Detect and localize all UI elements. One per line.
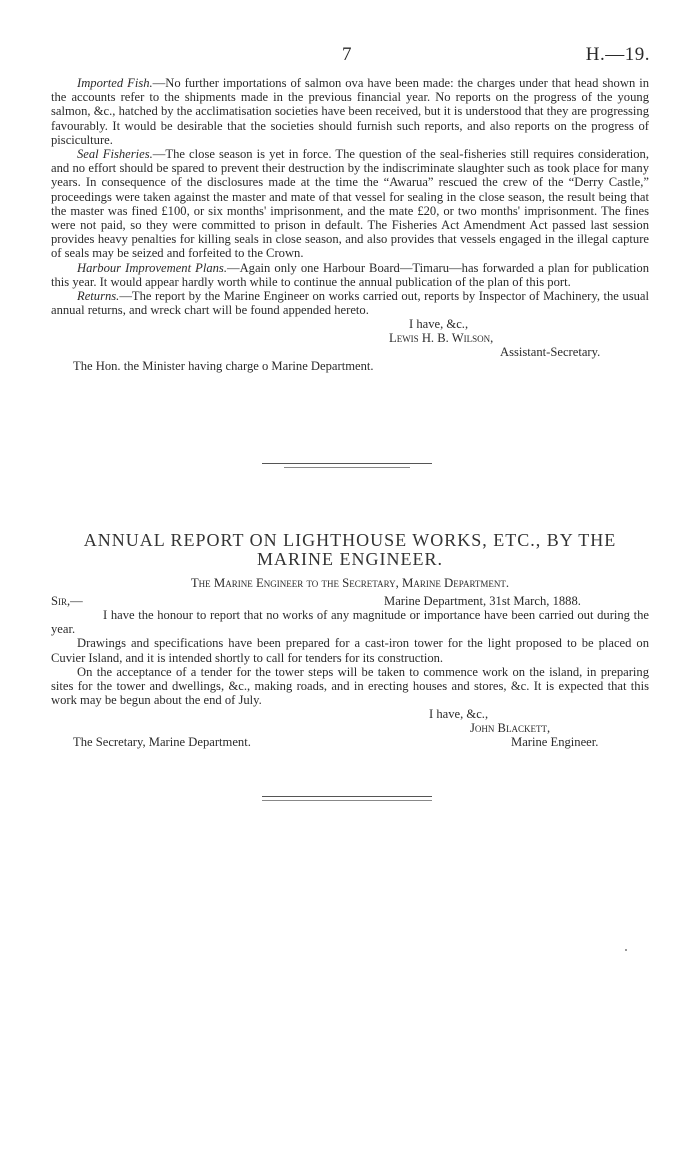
marine-engineer-report-section <box>51 594 649 750</box>
paragraph-seal-fisheries <box>51 147 649 261</box>
salutation: Sir,— <box>51 594 83 608</box>
paragraph-imported-fish <box>51 76 649 147</box>
text-harbour-plans: —Again only one Harbour Board—Timaru—has forwarded a plan for publication this year. It would appear hardly worth while to continue the annual publication of the plan of this port. <box>51 260 649 289</box>
text-imported-fish: —No further importations of salmon ova have been made: the charges under that head shown in the accounts refer to the shipments made in the previous financial year. No reports on the progress of the young salmon, &c., hatched by the acclimatisation societies have been received, but it is understood that they are progressing favourably. It would be desirable that the societies should furnish such reports, and also reports on the progress of pisciculture. <box>51 76 649 147</box>
signatory-1: Lewis H. B. Wilson, <box>389 331 494 346</box>
heading-imported-fish: Imported Fish. <box>77 76 153 90</box>
closing-2: I have, &c., <box>429 707 489 722</box>
addressee-2: The Secretary, Marine Department. <box>73 735 251 750</box>
secretary-report-section <box>51 76 649 374</box>
signatory-2: John Blackett, <box>470 721 551 736</box>
report-title-line-1: ANNUAL REPORT ON LIGHTHOUSE WORKS, ETC., BY THE <box>83 530 617 550</box>
engineer-paragraph-2: Drawings and specifications have been prepared for a cast-iron tower for the light proposed to be placed on Cuvier Island, and it is intended shortly to call for tenders for its construction. <box>51 636 649 665</box>
paragraph-harbour-plans <box>51 261 649 289</box>
heading-returns: Returns. <box>77 289 120 304</box>
place-date: Marine Department, 31st March, 1888. <box>384 594 581 608</box>
section-divider-1 <box>262 463 432 464</box>
text-seal-fisheries: —The close season is yet in force. The question of the seal-fisheries still requires consideration, and no effort should be spared to prevent their destruction by the indiscriminate slaughter such as took place for many years. In consequence of the disclosures made at the time the “Awarua” rescued the crew of the “Derry Castle,” proceedings were taken against the master and mate of that vessel for sealing in the close season, the result being that the master was fined £100, or six months' imprisonment, and the mate £20, or two months' imprisonment. The fines were not paid, so they were committed to prison in default. The Fisheries Act Amendment Act passed last session provides heavy penalties for killing seals in close season, and also provides that vessels engaged in the illegal capture of seals may be seized and forfeited to the Crown. <box>51 147 649 261</box>
report-title <box>0 531 700 569</box>
page-number: 7 <box>342 44 352 65</box>
heading-seal-fisheries: Seal Fisheries. <box>77 147 153 162</box>
print-speck <box>625 949 627 951</box>
signatory-title-2: Marine Engineer. <box>511 735 599 750</box>
engineer-paragraph-1: I have the honour to report that no works of any magnitude or importance have been carried out during the year. <box>51 608 649 637</box>
section-divider-1-thin <box>284 467 410 468</box>
letter-heading: The Marine Engineer to the Secretary, Marine Department. <box>190 576 510 590</box>
section-divider-2-thin <box>262 800 432 801</box>
signatory-title-1: Assistant-Secretary. <box>500 345 601 360</box>
text-returns: —The report by the Marine Engineer on works carried out, reports by Inspector of Machinery, the usual annual returns, and wreck chart will be found appended hereto. <box>51 289 649 318</box>
heading-harbour-plans: Harbour Improvement Plans. <box>77 260 227 275</box>
engineer-paragraph-3: On the acceptance of a tender for the tower steps will be taken to commence work on the island, in preparing sites for the tower and dwellings, &c., making roads, and in erecting houses and stores, &c. It is expected that this work may be begun about the end of July. <box>51 664 649 708</box>
addressee-1: The Hon. the Minister having charge o Marine Department. <box>73 359 374 374</box>
salutation-row <box>51 594 649 608</box>
section-divider-2 <box>262 796 432 797</box>
page-header <box>0 44 700 68</box>
closing-1: I have, &c., <box>409 317 469 332</box>
document-reference: H.—19. <box>585 44 650 65</box>
report-title-line-2: MARINE ENGINEER. <box>257 549 443 569</box>
paragraph-returns <box>51 289 649 317</box>
